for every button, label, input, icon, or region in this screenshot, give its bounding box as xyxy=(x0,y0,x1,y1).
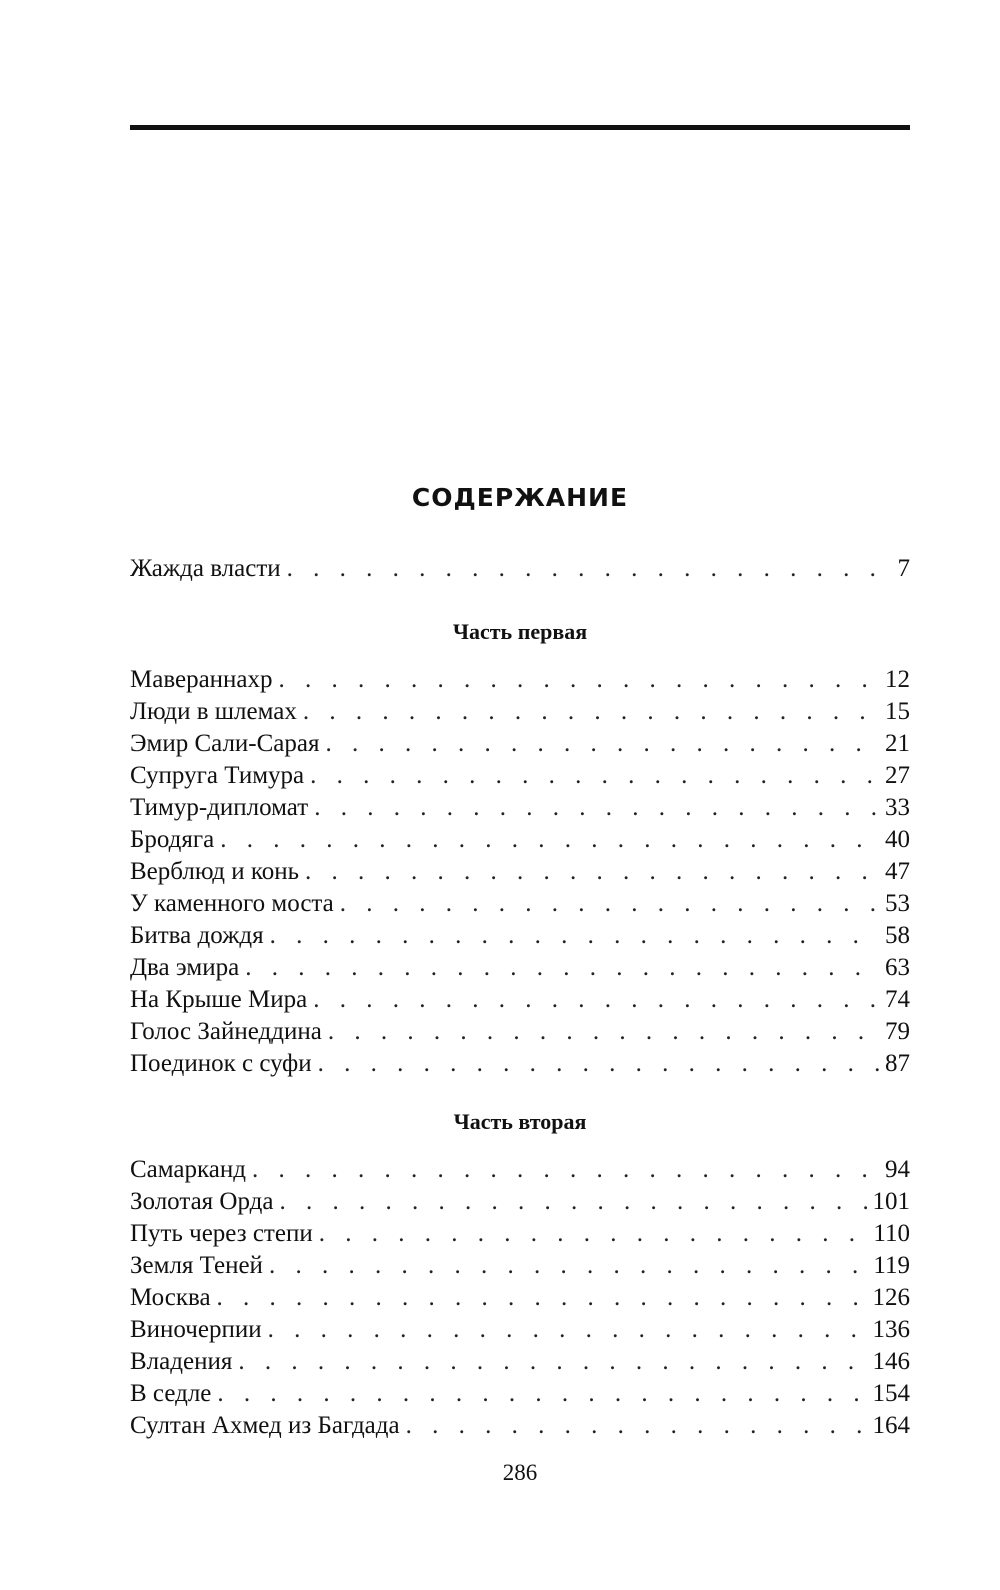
dot-leader xyxy=(269,1250,867,1282)
toc-entry-title: Голос Зайнеддина xyxy=(130,1018,322,1045)
toc-entry[interactable] xyxy=(130,728,910,760)
dot-leader xyxy=(220,824,879,856)
part-two-list xyxy=(130,1154,910,1442)
toc-entry[interactable] xyxy=(130,760,910,792)
toc-entry[interactable] xyxy=(130,1410,910,1442)
part-one-heading: Часть первая xyxy=(452,619,588,644)
toc-entry[interactable] xyxy=(130,952,910,984)
toc-entry-title: Виночерпии xyxy=(130,1316,262,1343)
toc-entry-page: 101 xyxy=(872,1188,910,1215)
toc-entry-title: Верблюд и конь xyxy=(130,858,300,885)
toc-entry-page: 146 xyxy=(872,1348,910,1375)
part-one-list xyxy=(130,664,910,1080)
toc-entry-title: Люди в шлемах xyxy=(130,698,297,725)
part-two-heading: Часть вторая xyxy=(453,1109,587,1134)
toc-entry-page: 164 xyxy=(872,1412,910,1439)
toc-entry-page: 136 xyxy=(872,1316,910,1343)
dot-leader xyxy=(268,1314,867,1346)
toc-entry-page: 58 xyxy=(885,922,910,949)
toc-entry-page: 33 xyxy=(885,794,910,821)
toc-entry-title: Супруга Тимура xyxy=(130,762,305,789)
dot-leader xyxy=(217,1378,866,1410)
page-number: 286 xyxy=(502,1460,538,1485)
toc-entry-page: 12 xyxy=(885,666,910,693)
toc-entry[interactable] xyxy=(130,1250,910,1282)
toc-entry-title: Москва xyxy=(130,1284,211,1311)
toc-entry-title: Земля Теней xyxy=(130,1252,263,1279)
toc-entry-page: 63 xyxy=(885,954,910,981)
toc-entry[interactable] xyxy=(130,1218,910,1250)
toc-entry-title: Золотая Орда xyxy=(130,1188,274,1215)
toc-entry-page: 74 xyxy=(885,986,910,1013)
toc-entry-title: У каменного моста xyxy=(130,890,334,917)
dot-leader xyxy=(279,1186,866,1218)
dot-leader xyxy=(319,1218,868,1250)
toc-entry-page: 21 xyxy=(885,730,910,757)
dot-leader xyxy=(303,696,879,728)
toc-entry[interactable] xyxy=(130,696,910,728)
toc-entry-title: Самарканд xyxy=(130,1156,246,1183)
toc-entry-page: 119 xyxy=(873,1252,910,1279)
toc-entry-page: 53 xyxy=(885,890,910,917)
toc-entry-title: Путь через степи xyxy=(130,1220,313,1247)
toc-entry[interactable] xyxy=(130,888,910,920)
toc-entry-title: В седле xyxy=(130,1380,212,1407)
toc-entry-page: 154 xyxy=(872,1380,910,1407)
toc-intro-list xyxy=(130,553,910,585)
toc-entry-title: Два эмира xyxy=(130,954,240,981)
dot-leader xyxy=(270,920,879,952)
toc-entry[interactable] xyxy=(130,1048,910,1080)
dot-leader xyxy=(326,728,880,760)
dot-leader xyxy=(238,1346,866,1378)
toc-entry-title: На Крыше Мира xyxy=(130,986,308,1013)
toc-entry-title: Бродяга xyxy=(130,826,215,853)
toc-entry[interactable] xyxy=(130,792,910,824)
toc-entry-page: 15 xyxy=(885,698,910,725)
toc-entry-title: Жажда власти xyxy=(130,555,281,582)
toc-entry-title: Владения xyxy=(130,1348,233,1375)
dot-leader xyxy=(313,984,879,1016)
toc-entry-page: 27 xyxy=(885,762,910,789)
toc-entry[interactable] xyxy=(130,1346,910,1378)
toc-entry[interactable] xyxy=(130,824,910,856)
toc-entry[interactable] xyxy=(130,920,910,952)
dot-leader xyxy=(245,952,879,984)
toc-entry-page: 40 xyxy=(885,826,910,853)
dot-leader xyxy=(340,888,879,920)
dot-leader xyxy=(217,1282,867,1314)
dot-leader xyxy=(310,760,879,792)
top-rule xyxy=(130,125,910,130)
toc-entry-page: 110 xyxy=(873,1220,910,1247)
toc-entry-title: Тимур-дипломат xyxy=(130,794,309,821)
toc-entry-page: 94 xyxy=(885,1156,910,1183)
dot-leader xyxy=(314,792,879,824)
toc-entry[interactable] xyxy=(130,1282,910,1314)
toc-entry-title: Султан Ахмед из Багдада xyxy=(130,1412,400,1439)
dot-leader xyxy=(305,856,879,888)
toc-entry-page: 87 xyxy=(885,1050,910,1077)
toc-entry-page: 7 xyxy=(897,555,910,582)
dot-leader xyxy=(328,1016,879,1048)
toc-entry-title: Битва дождя xyxy=(130,922,264,949)
toc-entry[interactable] xyxy=(130,1154,910,1186)
dot-leader xyxy=(279,664,879,696)
dot-leader xyxy=(406,1410,867,1442)
dot-leader xyxy=(318,1048,879,1080)
toc-entry[interactable] xyxy=(130,856,910,888)
toc-entry[interactable] xyxy=(130,1314,910,1346)
toc-entry-page: 79 xyxy=(885,1018,910,1045)
toc-entry[interactable] xyxy=(130,664,910,696)
toc-entry-page: 126 xyxy=(872,1284,910,1311)
toc-entry-title: Эмир Сали-Сарая xyxy=(130,730,320,757)
toc-entry-page: 47 xyxy=(885,858,910,885)
toc-heading: СОДЕРЖАНИЕ xyxy=(411,483,629,512)
toc-entry-title: Поединок с суфи xyxy=(130,1050,312,1077)
toc-entry[interactable] xyxy=(130,1186,910,1218)
dot-leader xyxy=(252,1154,879,1186)
toc-entry[interactable] xyxy=(130,553,910,585)
toc-entry-title: Мавераннахр xyxy=(130,666,273,693)
dot-leader xyxy=(287,553,884,585)
toc-entry[interactable] xyxy=(130,984,910,1016)
toc-entry[interactable] xyxy=(130,1016,910,1048)
toc-entry[interactable] xyxy=(130,1378,910,1410)
